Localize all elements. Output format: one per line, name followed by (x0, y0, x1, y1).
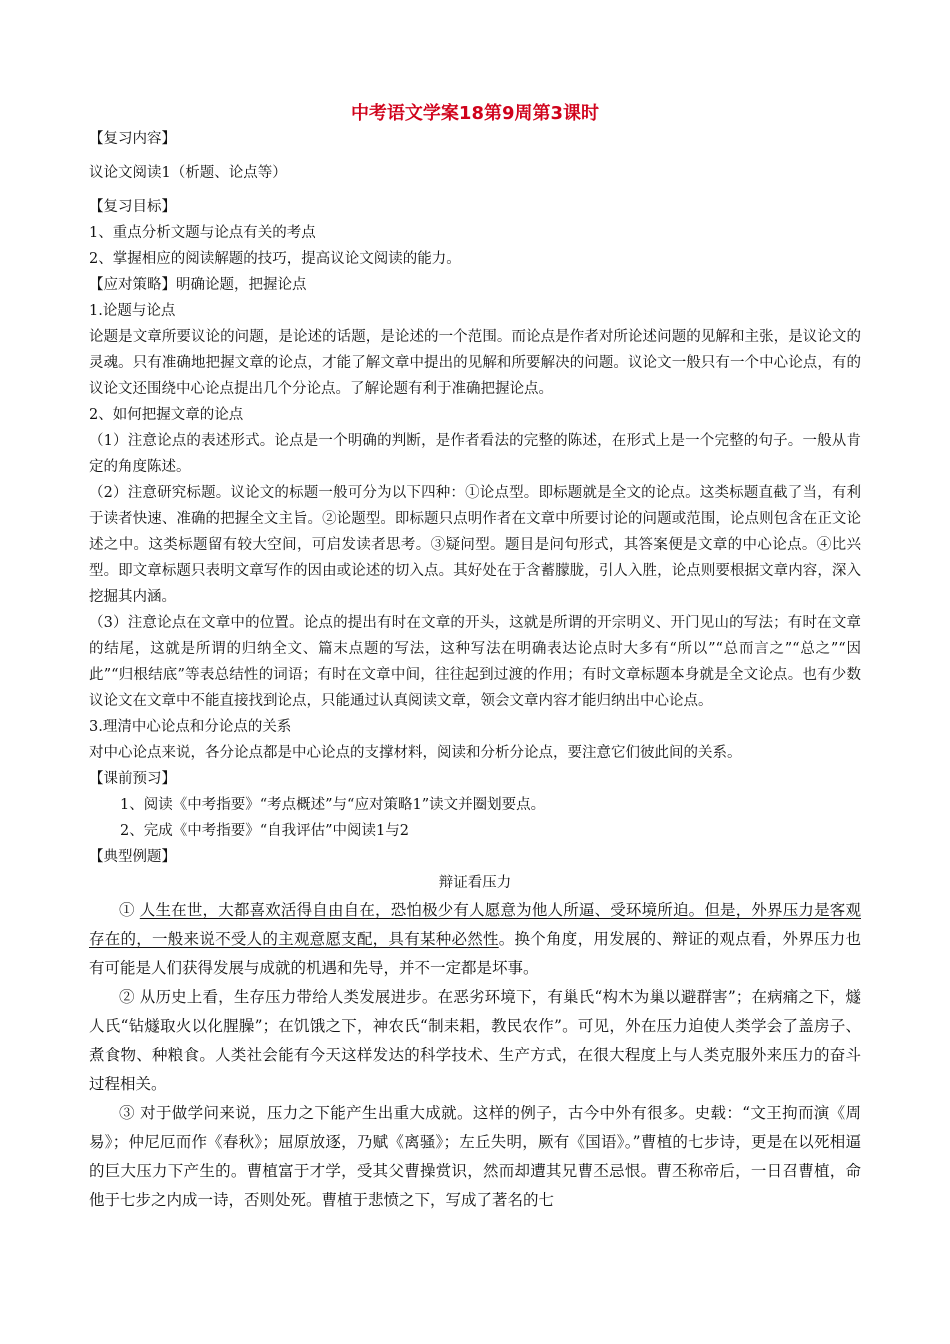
subsection-title: 3.理清中心论点和分论点的关系 (89, 719, 292, 735)
preview-item: 2、完成《中考指要》“自我评估”中阅读1与2 (120, 823, 410, 839)
paragraph: （1）注意论点的表述形式。论点是一个明确的判断，是作者看法的完整的陈述，在形式上是一个完整的句子。一般从肯定的角度陈述。 (89, 433, 861, 475)
page-title: 中考语文学案18第9周第3课时 (350, 103, 600, 124)
subsection-title: 1.论题与论点 (89, 303, 176, 319)
article-paragraph: ③ 对于做学问来说，压力之下能产生出重大成就。这样的例子，古今中外有很多。史载：“文王拘而演《周易》；仲尼厄而作《春秋》；屈原放逐，乃赋《离骚》；左丘失明，厥有《国语》。”曹植的七步诗，更是在以死相逼的巨大压力下产生的。曹植富于才学，受其父曹操赏识，然而却遭其兄曹丕忌恨。曹丕称帝后，一日召曹植，命他于七步之内成一诗，否则处死。曹植于悲愤之下，写成了著名的七 (89, 1104, 861, 1209)
paragraph: 论题是文章所要议论的问题，是论述的话题，是论述的一个范围。而论点是作者对所论述问题的见解和主张，是议论文的灵魂。只有准确地把握文章的论点，才能了解文章中提出的见解和所要解决的问题。议论文一般只有一个中心论点，有的议论文还围绕中心论点提出几个分论点。了解论题有利于准确把握论点。 (89, 329, 861, 397)
paragraph: （2）注意研究标题。议论文的标题一般可分为以下四种：①论点型。即标题就是全文的论点。这类标题直截了当，有利于读者快速、准确的把握全文主旨。②论题型。即标题只点明作者在文章中所要讨论的问题或范围，论点则包含在正文论述之中。这类标题留有较大空间，可启发读者思考。③疑问型。题目是问句形式，其答案便是文章的中心论点。④比兴型。即文章标题只表明文章写作的因由或论述的切入点。其好处在于含蓄朦胧，引人入胜，论点则要根据文章内容，深入挖掘其内涵。 (89, 485, 861, 605)
subsection-title: 2、如何把握文章的论点 (89, 407, 244, 423)
section-heading-preview: 【课前预习】 (89, 771, 176, 787)
paragraph: 对中心论点来说，各分论点都是中心论点的支撑材料，阅读和分析分论点，要注意它们彼此间的关系。 (89, 745, 742, 761)
document-body (89, 126, 861, 1215)
paragraph-number: ① (119, 901, 140, 919)
spacer (89, 186, 861, 194)
article-paragraph (89, 896, 861, 983)
spacer (89, 152, 861, 160)
article-title: 辩证看压力 (438, 875, 512, 891)
review-content-text: 议论文阅读1（析题、论点等） (89, 165, 287, 181)
paragraph-text: 。换个角度，用发展的、辩证的观点看，外界压力也有可能是人们获得发展与成就的机遇和先导，并不一定都是坏事。 (89, 930, 861, 977)
section-heading-example: 【典型例题】 (89, 849, 176, 865)
section-heading-review-content: 【复习内容】 (89, 131, 176, 147)
strategy-heading: 【应对策略】明确论题，把握论点 (89, 277, 307, 293)
paragraph: （3）注意论点在文章中的位置。论点的提出有时在文章的开头，这就是所谓的开宗明义、开门见山的写法；有时在文章的结尾，这就是所谓的归纳全文、篇末点题的写法，这种写法在明确表达论点时大多有“所以”“总而言之”“总之”“因此”“归根结底”等表总结性的词语；有时在文章中间，往往起到过渡的作用；有时文章标题本身就是全文论点。也有少数议论文在文章中不能直接找到论点，只能通过认真阅读文章，领会文章内容才能归纳出中心论点。 (89, 615, 861, 709)
article-paragraph: ② 从历史上看，生存压力带给人类发展进步。在恶劣环境下，有巢氏“构木为巢以避群害”；在病痛之下，燧人氏“钻燧取火以化腥臊”；在饥饿之下，神农氏“制耒耜，教民农作”。可见，外在压力迫使人类学会了盖房子、煮食物、种粮食。人类社会能有今天这样发达的科学技术、生产方式，在很大程度上与人类克服外来压力的奋斗过程相关。 (89, 988, 861, 1093)
section-heading-review-goals: 【复习目标】 (89, 199, 176, 215)
goal-item: 1、重点分析文题与论点有关的考点 (89, 225, 316, 241)
preview-item: 1、阅读《中考指要》“考点概述”与“应对策略1”读文并圈划要点。 (120, 797, 546, 813)
goal-item: 2、掌握相应的阅读解题的技巧，提高议论文阅读的能力。 (89, 251, 461, 267)
underlined-sentence: 人生在世，大都喜欢活得自由自在，恐怕极少有人愿意为他人所逼、受环境所迫。但是，外界压力是客观存在的，一般来说不受人的主观意愿支配，具有某种必然性 (89, 901, 861, 948)
